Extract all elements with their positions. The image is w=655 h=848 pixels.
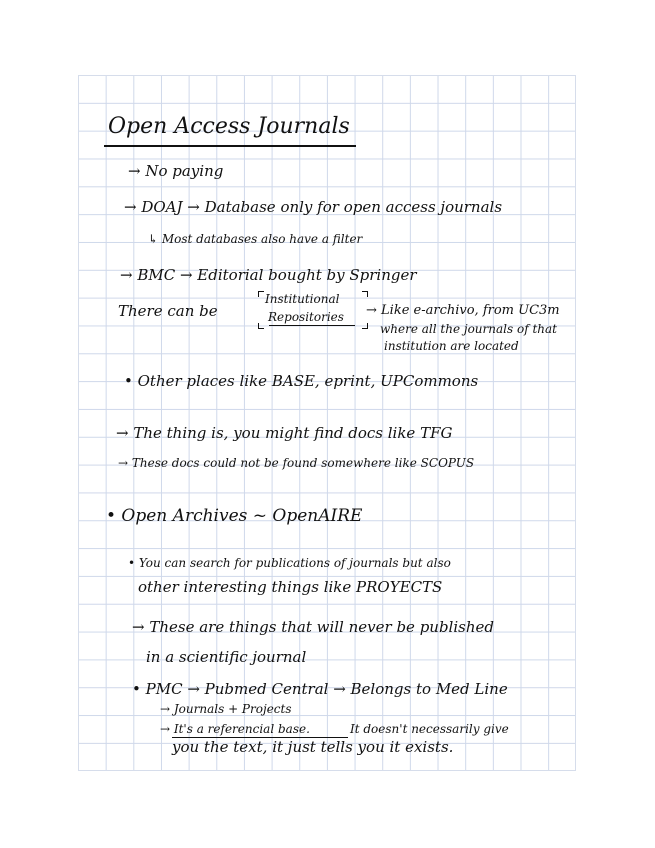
note-line: → These docs could not be found somewhere like SCOPUS xyxy=(118,456,475,470)
bracket-mark xyxy=(258,323,264,329)
note-line: • You can search for publications of journals but also xyxy=(128,556,451,570)
note-line: There can be xyxy=(118,302,218,320)
note-line: Repositories xyxy=(268,310,344,324)
note-line: where all the journals of that xyxy=(380,322,557,336)
repositories-underline xyxy=(269,325,355,326)
note-line: → The thing is, you might find docs like TFG xyxy=(116,424,453,442)
note-line: Institutional xyxy=(265,292,340,306)
bracket-mark xyxy=(362,323,368,329)
note-line: → No paying xyxy=(128,162,224,180)
page-title: Open Access Journals xyxy=(108,114,350,139)
note-line: • PMC → Pubmed Central → Belongs to Med Line xyxy=(132,680,508,698)
bracket-mark xyxy=(258,291,264,297)
note-line: institution are located xyxy=(384,339,519,353)
note-line: • Other places like BASE, eprint, UPCommons xyxy=(124,372,479,390)
note-line: ↳ Most databases also have a filter xyxy=(148,232,363,246)
note-line: → These are things that will never be published xyxy=(132,618,494,636)
note-line: → DOAJ → Database only for open access journals xyxy=(124,198,503,216)
note-line: → Journals + Projects xyxy=(160,702,292,716)
note-line: → It's a referencial base. xyxy=(160,722,310,736)
section-heading: • Open Archives ~ OpenAIRE xyxy=(106,506,363,526)
title-underline xyxy=(104,145,356,147)
note-line: you the text, it just tells you it exists. xyxy=(172,738,454,756)
note-line: → Like e-archivo, from UC3m xyxy=(366,303,560,318)
note-line: → BMC → Editorial bought by Springer xyxy=(120,266,417,284)
note-line: other interesting things like PROYECTS xyxy=(138,578,443,596)
note-line: in a scientific journal xyxy=(146,648,307,666)
note-line: It doesn't necessarily give xyxy=(350,722,509,736)
bracket-mark xyxy=(362,291,368,297)
